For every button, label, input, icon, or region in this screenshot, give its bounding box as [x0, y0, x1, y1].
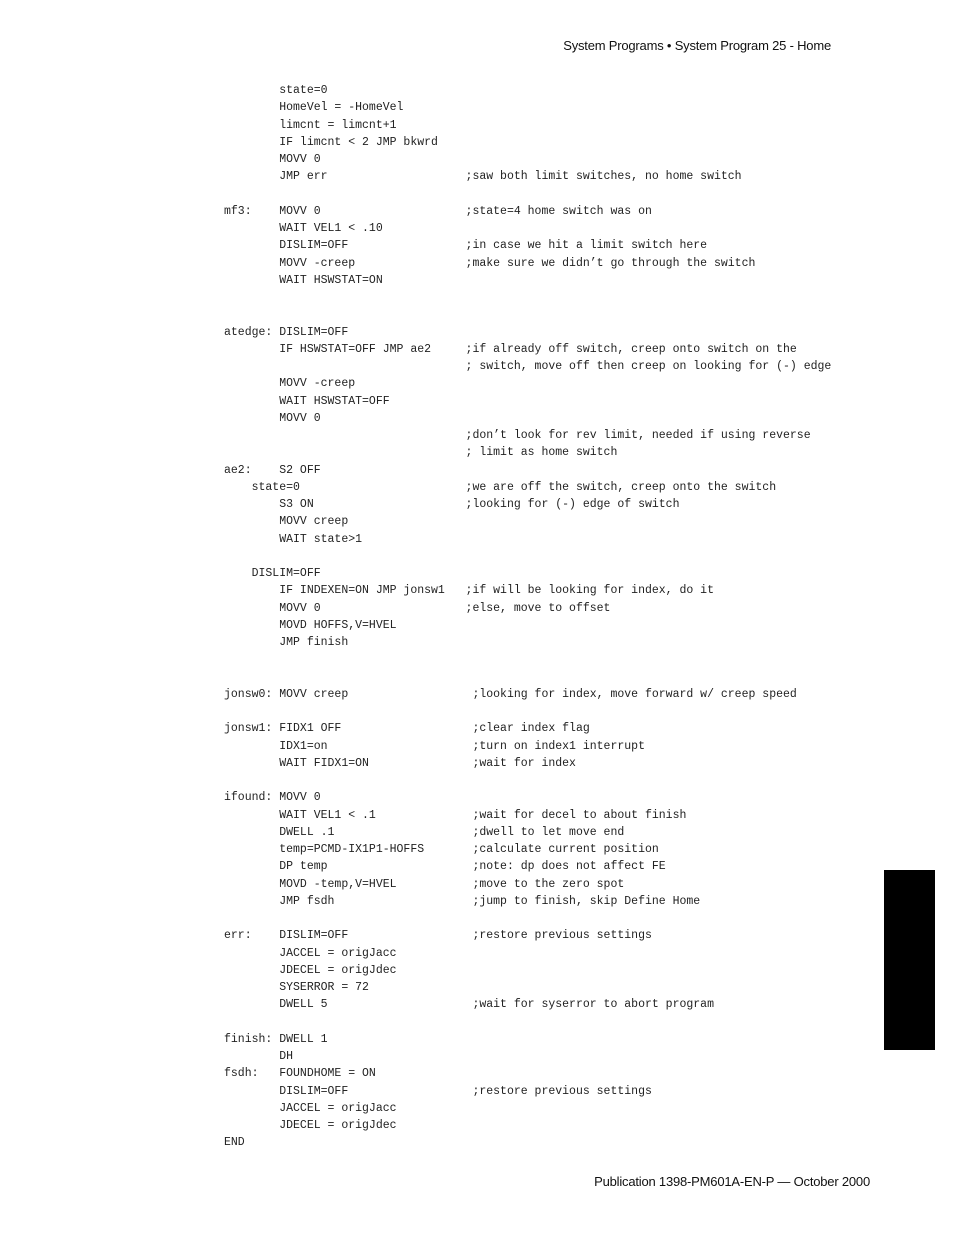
code-line: MOVV -creep — [224, 377, 356, 391]
code-line: ;don’t look for rev limit, needed if using reverse — [224, 429, 811, 442]
code-line: HomeVel = -HomeVel — [224, 101, 404, 115]
code-line: END — [224, 1136, 245, 1150]
code-line: WAIT VEL1 < .1 ;wait for decel to about finish — [224, 808, 687, 822]
code-line: JMP err ;saw both limit switches, no home switch — [224, 170, 742, 184]
code-line: DISLIM=OFF ;restore previous settings — [224, 1084, 652, 1098]
code-line: ifound: MOVV 0 — [224, 791, 321, 805]
code-line: WAIT HSWSTAT=OFF — [224, 394, 390, 408]
code-line: JACCEL = origJacc — [224, 946, 397, 960]
code-line: jonsw1: FIDX1 OFF ;clear index flag — [224, 722, 590, 736]
code-line: IF INDEXEN=ON JMP jonsw1 ;if will be looking for index, do it — [224, 584, 714, 598]
code-line — [224, 186, 831, 203]
code-line — [224, 306, 831, 323]
code-line — [224, 669, 831, 686]
code-line — [224, 651, 831, 668]
program-listing — [224, 82, 831, 1152]
code-line: jonsw0: MOVV creep ;looking for index, move forward w/ creep speed — [224, 687, 797, 701]
code-line: MOVD -temp,V=HVEL ;move to the zero spot — [224, 877, 625, 891]
code-line: S3 ON ;looking for (-) edge of switch — [224, 498, 680, 511]
code-line: IDX1=on ;turn on index1 interrupt — [224, 739, 645, 753]
page-header: System Programs • System Program 25 - Home — [563, 38, 831, 53]
code-line: DP temp ;note: dp does not affect FE — [224, 860, 666, 874]
code-line: MOVV 0 — [224, 411, 321, 425]
code-line: IF HSWSTAT=OFF JMP ae2 ;if already off switch, creep onto switch on the — [224, 342, 797, 356]
code-line: ae2: S2 OFF — [224, 463, 321, 477]
code-line: WAIT FIDX1=ON ;wait for index — [224, 756, 576, 770]
code-line: ; switch, move off then creep on looking for (-) edge — [224, 360, 832, 373]
code-line: JDECEL = origJdec — [224, 1119, 397, 1132]
code-line — [224, 548, 831, 565]
code-line: MOVD HOFFS,V=HVEL — [224, 618, 397, 632]
code-line: fsdh: FOUNDHOME = ON — [224, 1067, 376, 1081]
code-line: WAIT state>1 — [224, 532, 363, 546]
code-line: atedge: DISLIM=OFF — [224, 325, 349, 339]
code-line: DH — [224, 1050, 294, 1063]
page-footer: Publication 1398-PM601A-EN-P — October 2000 — [594, 1174, 870, 1189]
code-line: WAIT VEL1 < .10 — [224, 222, 383, 235]
code-line: JMP fsdh ;jump to finish, skip Define Home — [224, 894, 701, 908]
code-line: DISLIM=OFF ;in case we hit a limit switch here — [224, 239, 708, 253]
code-line: mf3: MOVV 0 ;state=4 home switch was on — [224, 204, 652, 218]
code-line: temp=PCMD-IX1P1-HOFFS ;calculate current position — [224, 843, 659, 856]
code-line: MOVV 0 ;else, move to offset — [224, 601, 611, 615]
code-line: state=0 — [224, 84, 328, 97]
code-line — [224, 910, 831, 927]
code-line: JACCEL = origJacc — [224, 1101, 397, 1115]
code-line: IF limcnt < 2 JMP bkwrd — [224, 135, 438, 149]
code-line: JMP finish — [224, 636, 349, 649]
code-line: MOVV -creep ;make sure we didn’t go through the switch — [224, 256, 756, 270]
code-line: DWELL .1 ;dwell to let move end — [224, 825, 625, 839]
code-line — [224, 772, 831, 789]
code-line — [224, 703, 831, 720]
code-line: DWELL 5 ;wait for syserror to abort program — [224, 998, 714, 1012]
code-line — [224, 289, 831, 306]
code-line: MOVV creep — [224, 515, 349, 529]
code-line: WAIT HSWSTAT=ON — [224, 273, 383, 287]
code-line: finish: DWELL 1 — [224, 1032, 328, 1046]
code-line: JDECEL = origJdec — [224, 963, 397, 977]
code-line: MOVV 0 — [224, 153, 321, 166]
code-line — [224, 1014, 831, 1031]
code-line: state=0 ;we are off the switch, creep onto the switch — [224, 480, 777, 494]
code-line: SYSERROR = 72 — [224, 981, 369, 994]
code-line: DISLIM=OFF — [224, 567, 321, 580]
code-line: ; limit as home switch — [224, 446, 618, 460]
chapter-thumb-tab — [884, 870, 935, 1050]
code-line: err: DISLIM=OFF ;restore previous settings — [224, 929, 652, 943]
code-line: limcnt = limcnt+1 — [224, 118, 397, 132]
